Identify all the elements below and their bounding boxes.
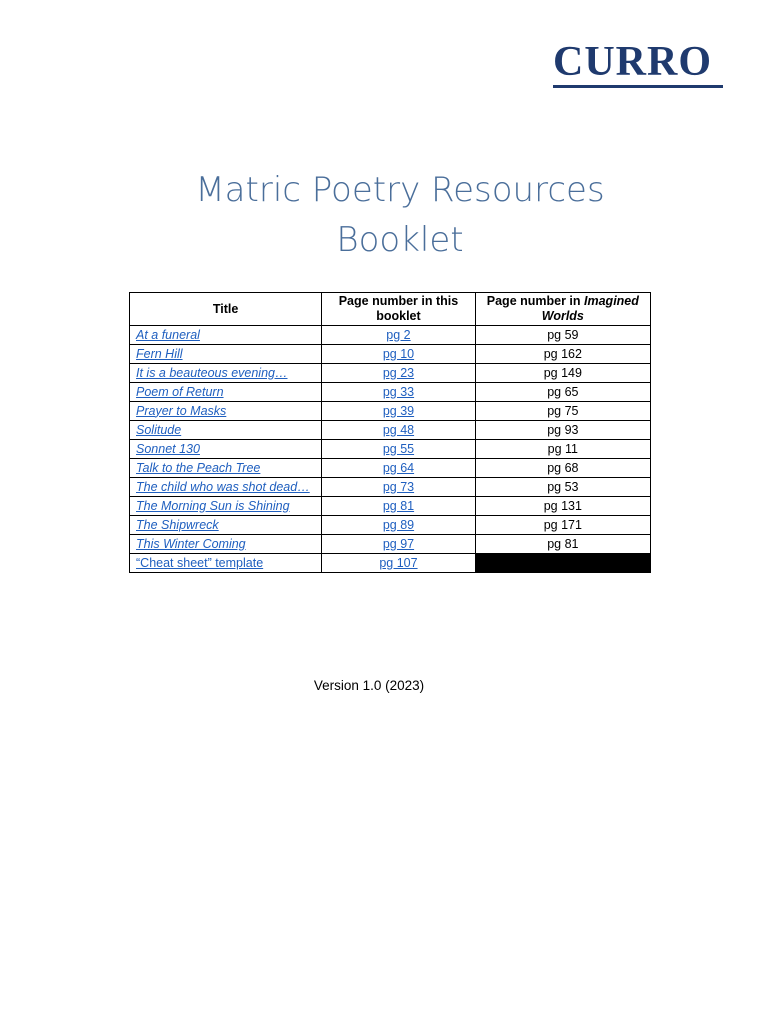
table-row <box>130 478 651 497</box>
booklet-page-cell <box>322 364 475 383</box>
table-header-row <box>130 293 651 326</box>
booklet-page-cell <box>322 554 475 573</box>
imagined-worlds-page-cell: pg 68 <box>475 459 650 478</box>
booklet-page-cell <box>322 326 475 345</box>
table-row <box>130 383 651 402</box>
booklet-page-link[interactable]: pg 33 <box>382 384 415 399</box>
header-iw-prefix: Page number in <box>486 294 585 308</box>
poem-title-link[interactable]: The Morning Sun is Shining <box>136 498 290 513</box>
imagined-worlds-page-cell: pg 75 <box>475 402 650 421</box>
booklet-page-cell <box>322 459 475 478</box>
header-booklet-page: Page number in this booklet <box>322 293 475 326</box>
poem-title-cell <box>130 497 322 516</box>
table-row <box>130 535 651 554</box>
poem-title-link[interactable]: This Winter Coming <box>136 536 246 551</box>
booklet-page-cell <box>322 516 475 535</box>
poem-title-cell <box>130 554 322 573</box>
booklet-page-link[interactable]: pg 107 <box>379 555 418 570</box>
table-row <box>130 516 651 535</box>
poem-title-cell <box>130 364 322 383</box>
poem-title-cell <box>130 516 322 535</box>
booklet-page-link[interactable]: pg 2 <box>386 327 411 342</box>
imagined-worlds-page-cell: pg 162 <box>475 345 650 364</box>
poem-title-link[interactable]: The child who was shot dead… <box>136 479 310 494</box>
page-title <box>0 165 768 265</box>
poem-title-cell <box>130 440 322 459</box>
logo-underline <box>553 85 723 88</box>
poem-title-link[interactable]: At a funeral <box>136 327 200 342</box>
table-row <box>130 440 651 459</box>
booklet-page-link[interactable]: pg 48 <box>382 422 415 437</box>
booklet-page-cell <box>322 421 475 440</box>
booklet-page-link[interactable]: pg 39 <box>382 403 415 418</box>
booklet-page-cell <box>322 535 475 554</box>
imagined-worlds-page-cell: pg 65 <box>475 383 650 402</box>
booklet-page-link[interactable]: pg 81 <box>382 498 415 513</box>
imagined-worlds-page-cell: pg 81 <box>475 535 650 554</box>
poem-title-cell <box>130 383 322 402</box>
imagined-worlds-page-cell: pg 131 <box>475 497 650 516</box>
imagined-worlds-page-cell: pg 11 <box>475 440 650 459</box>
booklet-page-link[interactable]: pg 97 <box>382 536 415 551</box>
poem-title-cell <box>130 478 322 497</box>
poem-title-cell <box>130 326 322 345</box>
poem-title-link[interactable]: Poem of Return <box>136 384 224 399</box>
poem-title-cell <box>130 345 322 364</box>
booklet-page-link[interactable]: pg 23 <box>382 365 415 380</box>
table-row <box>130 326 651 345</box>
header-title: Title <box>130 293 322 326</box>
table-row <box>130 554 651 573</box>
booklet-page-cell <box>322 478 475 497</box>
poem-title-link[interactable]: “Cheat sheet” template <box>136 555 264 570</box>
header-imagined-worlds-page <box>475 293 650 326</box>
booklet-page-cell <box>322 383 475 402</box>
header-iw-italic: Imagined Worlds <box>541 294 639 323</box>
poem-title-link[interactable]: Talk to the Peach Tree <box>136 460 261 475</box>
poem-title-cell <box>130 459 322 478</box>
table-row <box>130 345 651 364</box>
logo-text: CURRO <box>553 39 712 85</box>
poem-title-link[interactable]: Fern Hill <box>136 346 183 361</box>
booklet-page-cell <box>322 402 475 421</box>
poem-title-cell <box>130 535 322 554</box>
poem-title-link[interactable]: Sonnet 130 <box>136 441 200 456</box>
poem-title-link[interactable]: The Shipwreck <box>136 517 219 532</box>
booklet-page-link[interactable]: pg 73 <box>382 479 415 494</box>
poem-title-link[interactable]: It is a beauteous evening… <box>136 365 288 380</box>
booklet-page-link[interactable]: pg 89 <box>382 517 415 532</box>
booklet-page-cell <box>322 440 475 459</box>
imagined-worlds-page-cell <box>475 554 650 573</box>
contents-table <box>129 292 651 573</box>
poem-title-link[interactable]: Solitude <box>136 422 182 437</box>
table-row <box>130 421 651 440</box>
table-row <box>130 459 651 478</box>
imagined-worlds-page-cell: pg 53 <box>475 478 650 497</box>
poem-title-cell <box>130 402 322 421</box>
booklet-page-link[interactable]: pg 55 <box>382 441 415 456</box>
imagined-worlds-page-cell: pg 59 <box>475 326 650 345</box>
page-title-line-2: Booklet <box>336 220 464 260</box>
imagined-worlds-page-cell: pg 171 <box>475 516 650 535</box>
table-row <box>130 364 651 383</box>
version-label: Version 1.0 (2023) <box>313 678 425 693</box>
imagined-worlds-page-cell: pg 93 <box>475 421 650 440</box>
booklet-page-link[interactable]: pg 64 <box>382 460 415 475</box>
page-title-line-1: Matric Poetry Resources <box>195 170 605 210</box>
booklet-page-cell <box>322 345 475 364</box>
booklet-page-link[interactable]: pg 10 <box>382 346 415 361</box>
booklet-page-cell <box>322 497 475 516</box>
poem-title-link[interactable]: Prayer to Masks <box>136 403 227 418</box>
curro-logo <box>553 40 723 88</box>
imagined-worlds-page-cell: pg 149 <box>475 364 650 383</box>
poem-title-cell <box>130 421 322 440</box>
table-row <box>130 402 651 421</box>
table-row <box>130 497 651 516</box>
